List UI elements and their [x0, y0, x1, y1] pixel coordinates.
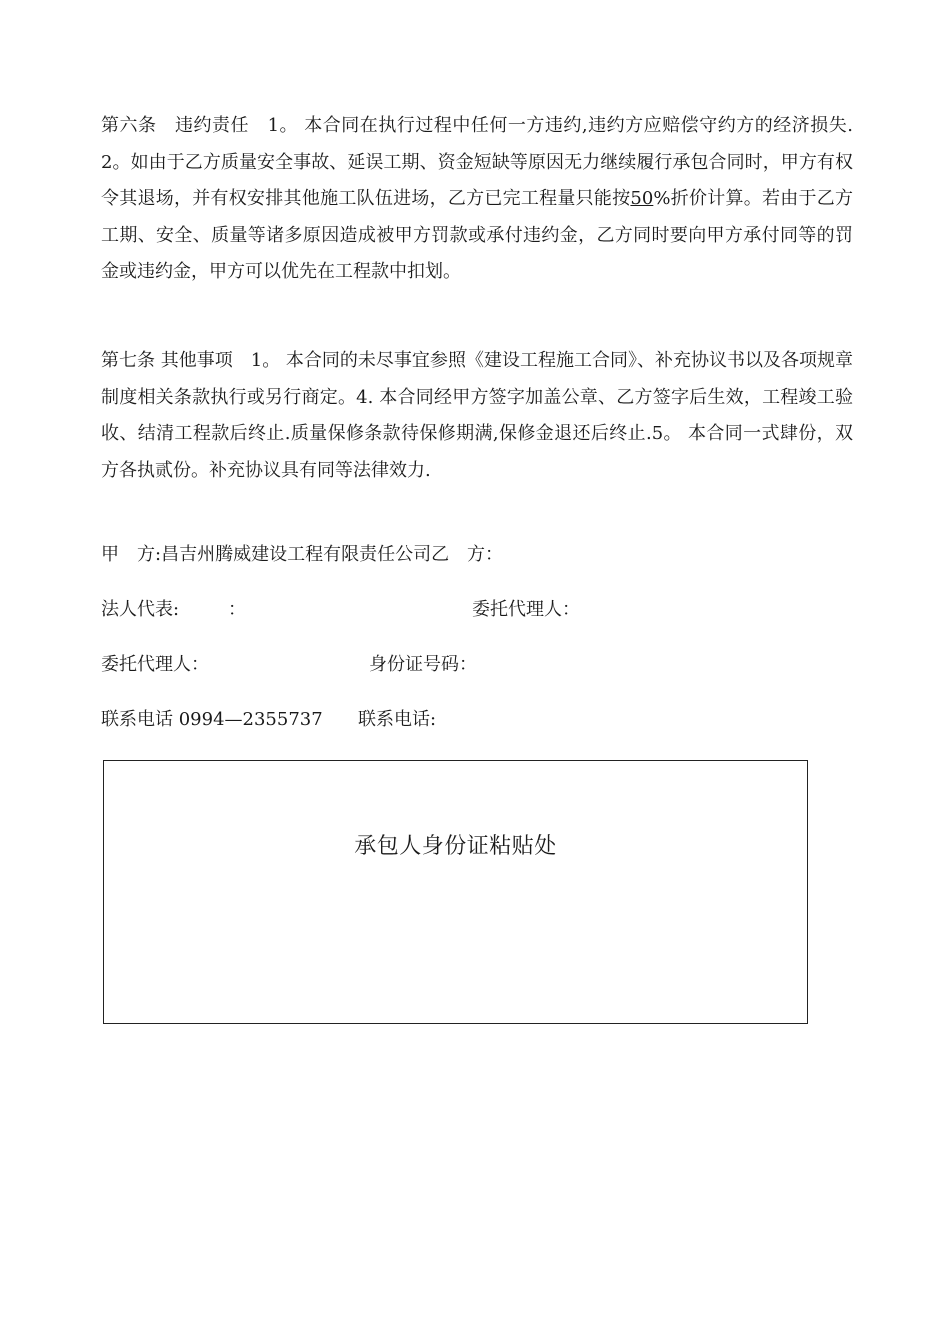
- id-card-paste-label: 承包人身份证粘贴处: [354, 834, 557, 859]
- article-7-other-matters: 第七条 其他事项 1。 本合同的未尽事宜参照《建设工程施工合同》、补充协议书以及各项规章制度相关条款执行或另行商定。4. 本合同经甲方签字加盖公章、乙方签字后生效，工程竣工验收、结清工程款后终止.质量保修条款待保修期满,保修金退还后终止.5。 本合同一式肆份，双方各执贰份。补充协议具有同等法律效力.: [101, 350, 853, 481]
- id-number-label: 身份证号码：: [369, 654, 477, 675]
- id-card-paste-area: [103, 760, 808, 1024]
- legal-representative-label: 法人代表:: [101, 599, 180, 620]
- agent-label-left: 委托代理人：: [101, 654, 209, 675]
- party-line: 甲 方:昌吉州腾威建设工程有限责任公司乙 方：: [101, 544, 504, 565]
- article-6-breach-liability: [101, 108, 871, 291]
- phone-left: 联系电话 0994—2355737: [101, 709, 323, 730]
- article-6-text-part2: %折价计算。若由于乙方工期、安全、质量等诸多原因造成被甲方罚款或承付违约金，乙方同时要向甲方承付同等的罚金或违约金，甲方可以优先在工程款中扣划。: [101, 188, 853, 282]
- agent-label-right: 委托代理人：: [472, 599, 580, 620]
- phone-right: 联系电话:: [358, 709, 437, 730]
- article-6-percentage-underlined: 50: [630, 188, 654, 209]
- legal-representative-colon: ：: [228, 599, 246, 620]
- article-6-text-part1: 第六条 违约责任 1。 本合同在执行过程中任何一方违约,违约方应赔偿守约方的经济损失. 2。如由于乙方质量安全事故、延误工期、资金短缺等原因无力继续履行承包合同时，甲方有权令其退场，并有权安排其他施工队伍进场，乙方已完工程量只能按: [101, 115, 871, 209]
